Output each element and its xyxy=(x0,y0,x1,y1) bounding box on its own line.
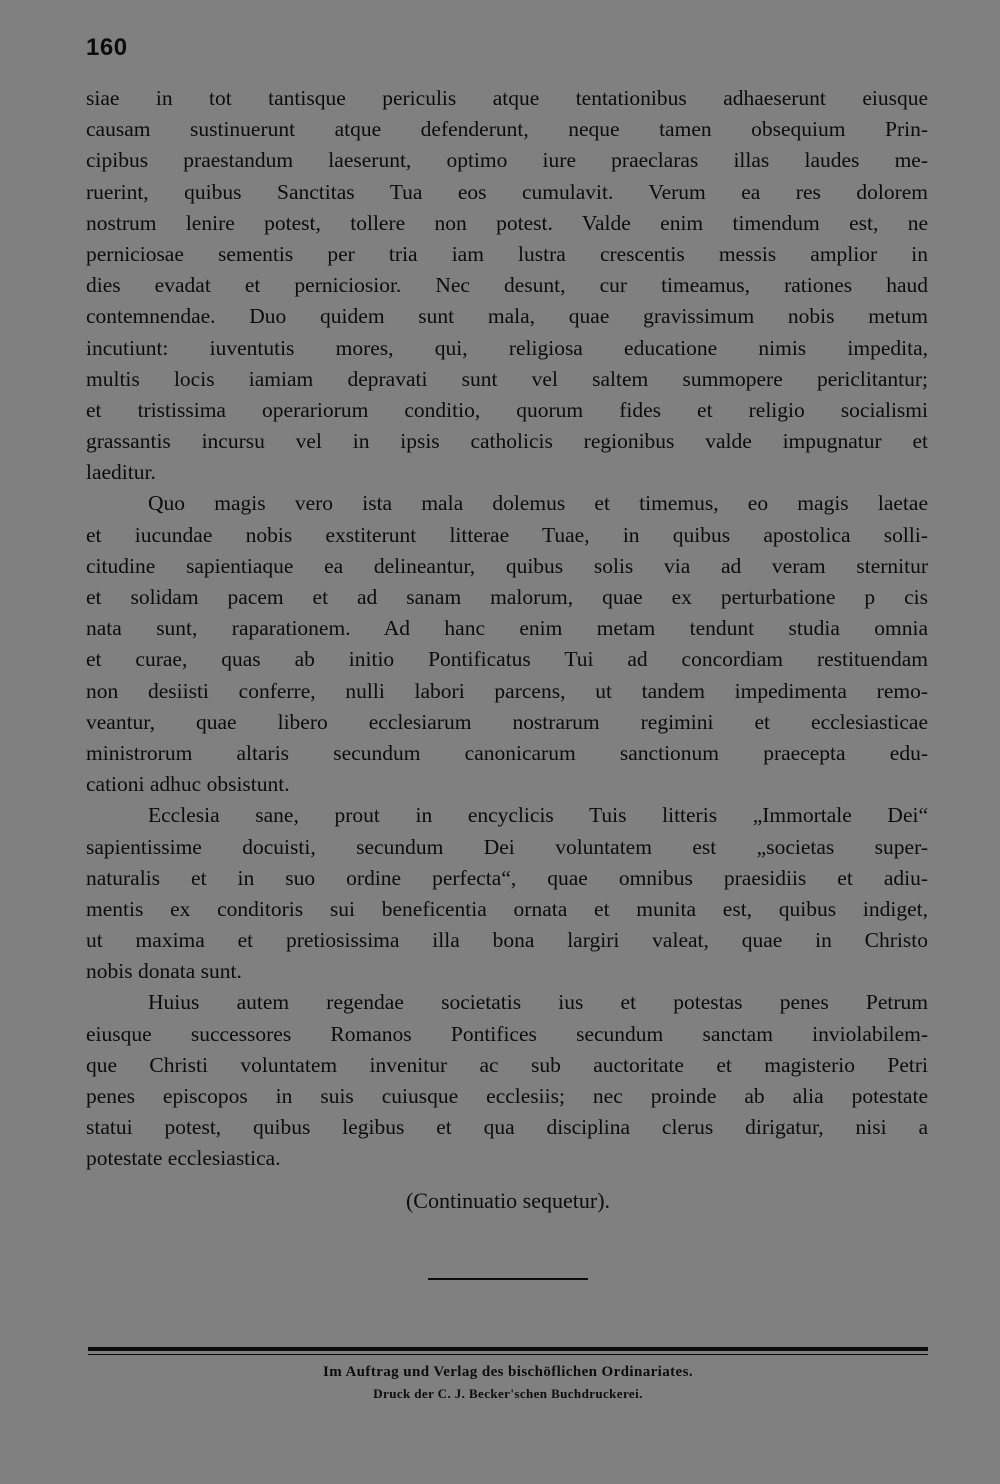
text-line: et curae, quas ab initio Pontificatus Tui ad concordiam restituendam xyxy=(86,647,928,672)
text-line: cipibus praestandum laeserunt, optimo iure praeclaras illas laudes me- xyxy=(86,148,928,173)
text-line: nostrum lenire potest, tollere non potest. Valde enim timendum est, ne xyxy=(86,210,928,235)
text-line: naturalis et in suo ordine perfecta“, quae omnibus praesidiis et adiu- xyxy=(86,865,928,890)
imprint-publisher: Im Auftrag und Verlag des bischöflichen Ordinariates. xyxy=(323,1364,693,1380)
text-line: ut maxima et pretiosissima illa bona largiri valeat, quae in Christo xyxy=(86,928,928,953)
text-line: grassantis incursu vel in ipsis catholicis regionibus valde impugnatur et xyxy=(86,429,928,454)
footer-rule-thick xyxy=(88,1347,928,1351)
text-line: penes episcopos in suis cuiusque ecclesiis; nec proinde ab alia potestate xyxy=(86,1084,928,1108)
text-line: et tristissima operariorum conditio, quorum fides et religio socialismi xyxy=(86,397,928,422)
text-line: siae in tot tantisque periculis atque tentationibus adhaeserunt eiusque xyxy=(86,86,928,110)
paragraph-start-line: Ecclesia sane, prout in encyclicis Tuis litteris „Immortale Dei“ xyxy=(148,803,928,828)
text-line: contemnendae. Duo quidem sunt mala, quae gravissimum nobis metum xyxy=(86,304,928,329)
text-line: que Christi voluntatem invenitur ac sub auctoritate et magisterio Petri xyxy=(86,1052,928,1077)
imprint-printer: Druck der C. J. Becker'schen Buchdruckerei. xyxy=(373,1386,643,1401)
continuation-note: (Continuatio sequetur). xyxy=(405,1188,611,1213)
paragraph-start-line: Quo magis vero ista mala dolemus et timemus, eo magis laetae xyxy=(148,491,928,516)
text-line: potestate ecclesiastica. xyxy=(86,1146,281,1171)
text-line: sapientissime docuisti, secundum Dei voluntatem est „societas super- xyxy=(86,834,928,859)
text-line: ruerint, quibus Sanctitas Tua eos cumulavit. Verum ea res dolorem xyxy=(86,179,928,204)
text-line: perniciosae sementis per tria iam lustra crescentis messis amplior in xyxy=(86,241,928,266)
text-line: et solidam pacem et ad sanam malorum, quae ex perturbatione p cis xyxy=(86,585,928,609)
text-line: multis locis iamiam depravati sunt vel saltem summopere periclitantur; xyxy=(86,366,928,391)
text-line: non desiisti conferre, nulli labori parcens, ut tandem impedimenta remo- xyxy=(86,678,928,703)
text-line: causam sustinuerunt atque defenderunt, neque tamen obsequium Prin- xyxy=(86,117,928,142)
text-line: veantur, quae libero ecclesiarum nostrarum regimini et ecclesiasticae xyxy=(86,709,928,734)
text-line: incutiunt: iuventutis mores, qui, religiosa educatione nimis impedita, xyxy=(86,335,928,360)
body-text xyxy=(86,83,928,1175)
text-line: eiusque successores Romanos Pontifices secundum sanctam inviolabilem- xyxy=(86,1021,928,1046)
text-line: ministrorum altaris secundum canonicarum sanctionum praecepta edu- xyxy=(86,740,928,765)
section-divider xyxy=(428,1278,588,1280)
paragraph-start-line: Huius autem regendae societatis ius et potestas penes Petrum xyxy=(148,990,928,1015)
text-line: mentis ex conditoris sui beneficentia ornata et munita est, quibus indiget, xyxy=(86,896,928,921)
text-line: nobis donata sunt. xyxy=(86,959,242,984)
text-line: citudine sapientiaque ea delineantur, quibus solis via ad veram sternitur xyxy=(86,553,928,578)
text-line: statui potest, quibus legibus et qua disciplina clerus dirigatur, nisi a xyxy=(86,1115,928,1140)
footer-rule-thin xyxy=(88,1354,928,1355)
text-line: laeditur. xyxy=(86,460,156,485)
text-line: dies evadat et perniciosior. Nec desunt, cur timeamus, rationes haud xyxy=(86,273,928,298)
text-line: nata sunt, raparationem. Ad hanc enim metam tendunt studia omnia xyxy=(86,616,928,641)
text-line: et iucundae nobis exstiterunt litterae Tuae, in quibus apostolica solli- xyxy=(86,522,928,547)
text-line: cationi adhuc obsistunt. xyxy=(86,772,290,797)
page-number: 160 xyxy=(86,34,128,61)
